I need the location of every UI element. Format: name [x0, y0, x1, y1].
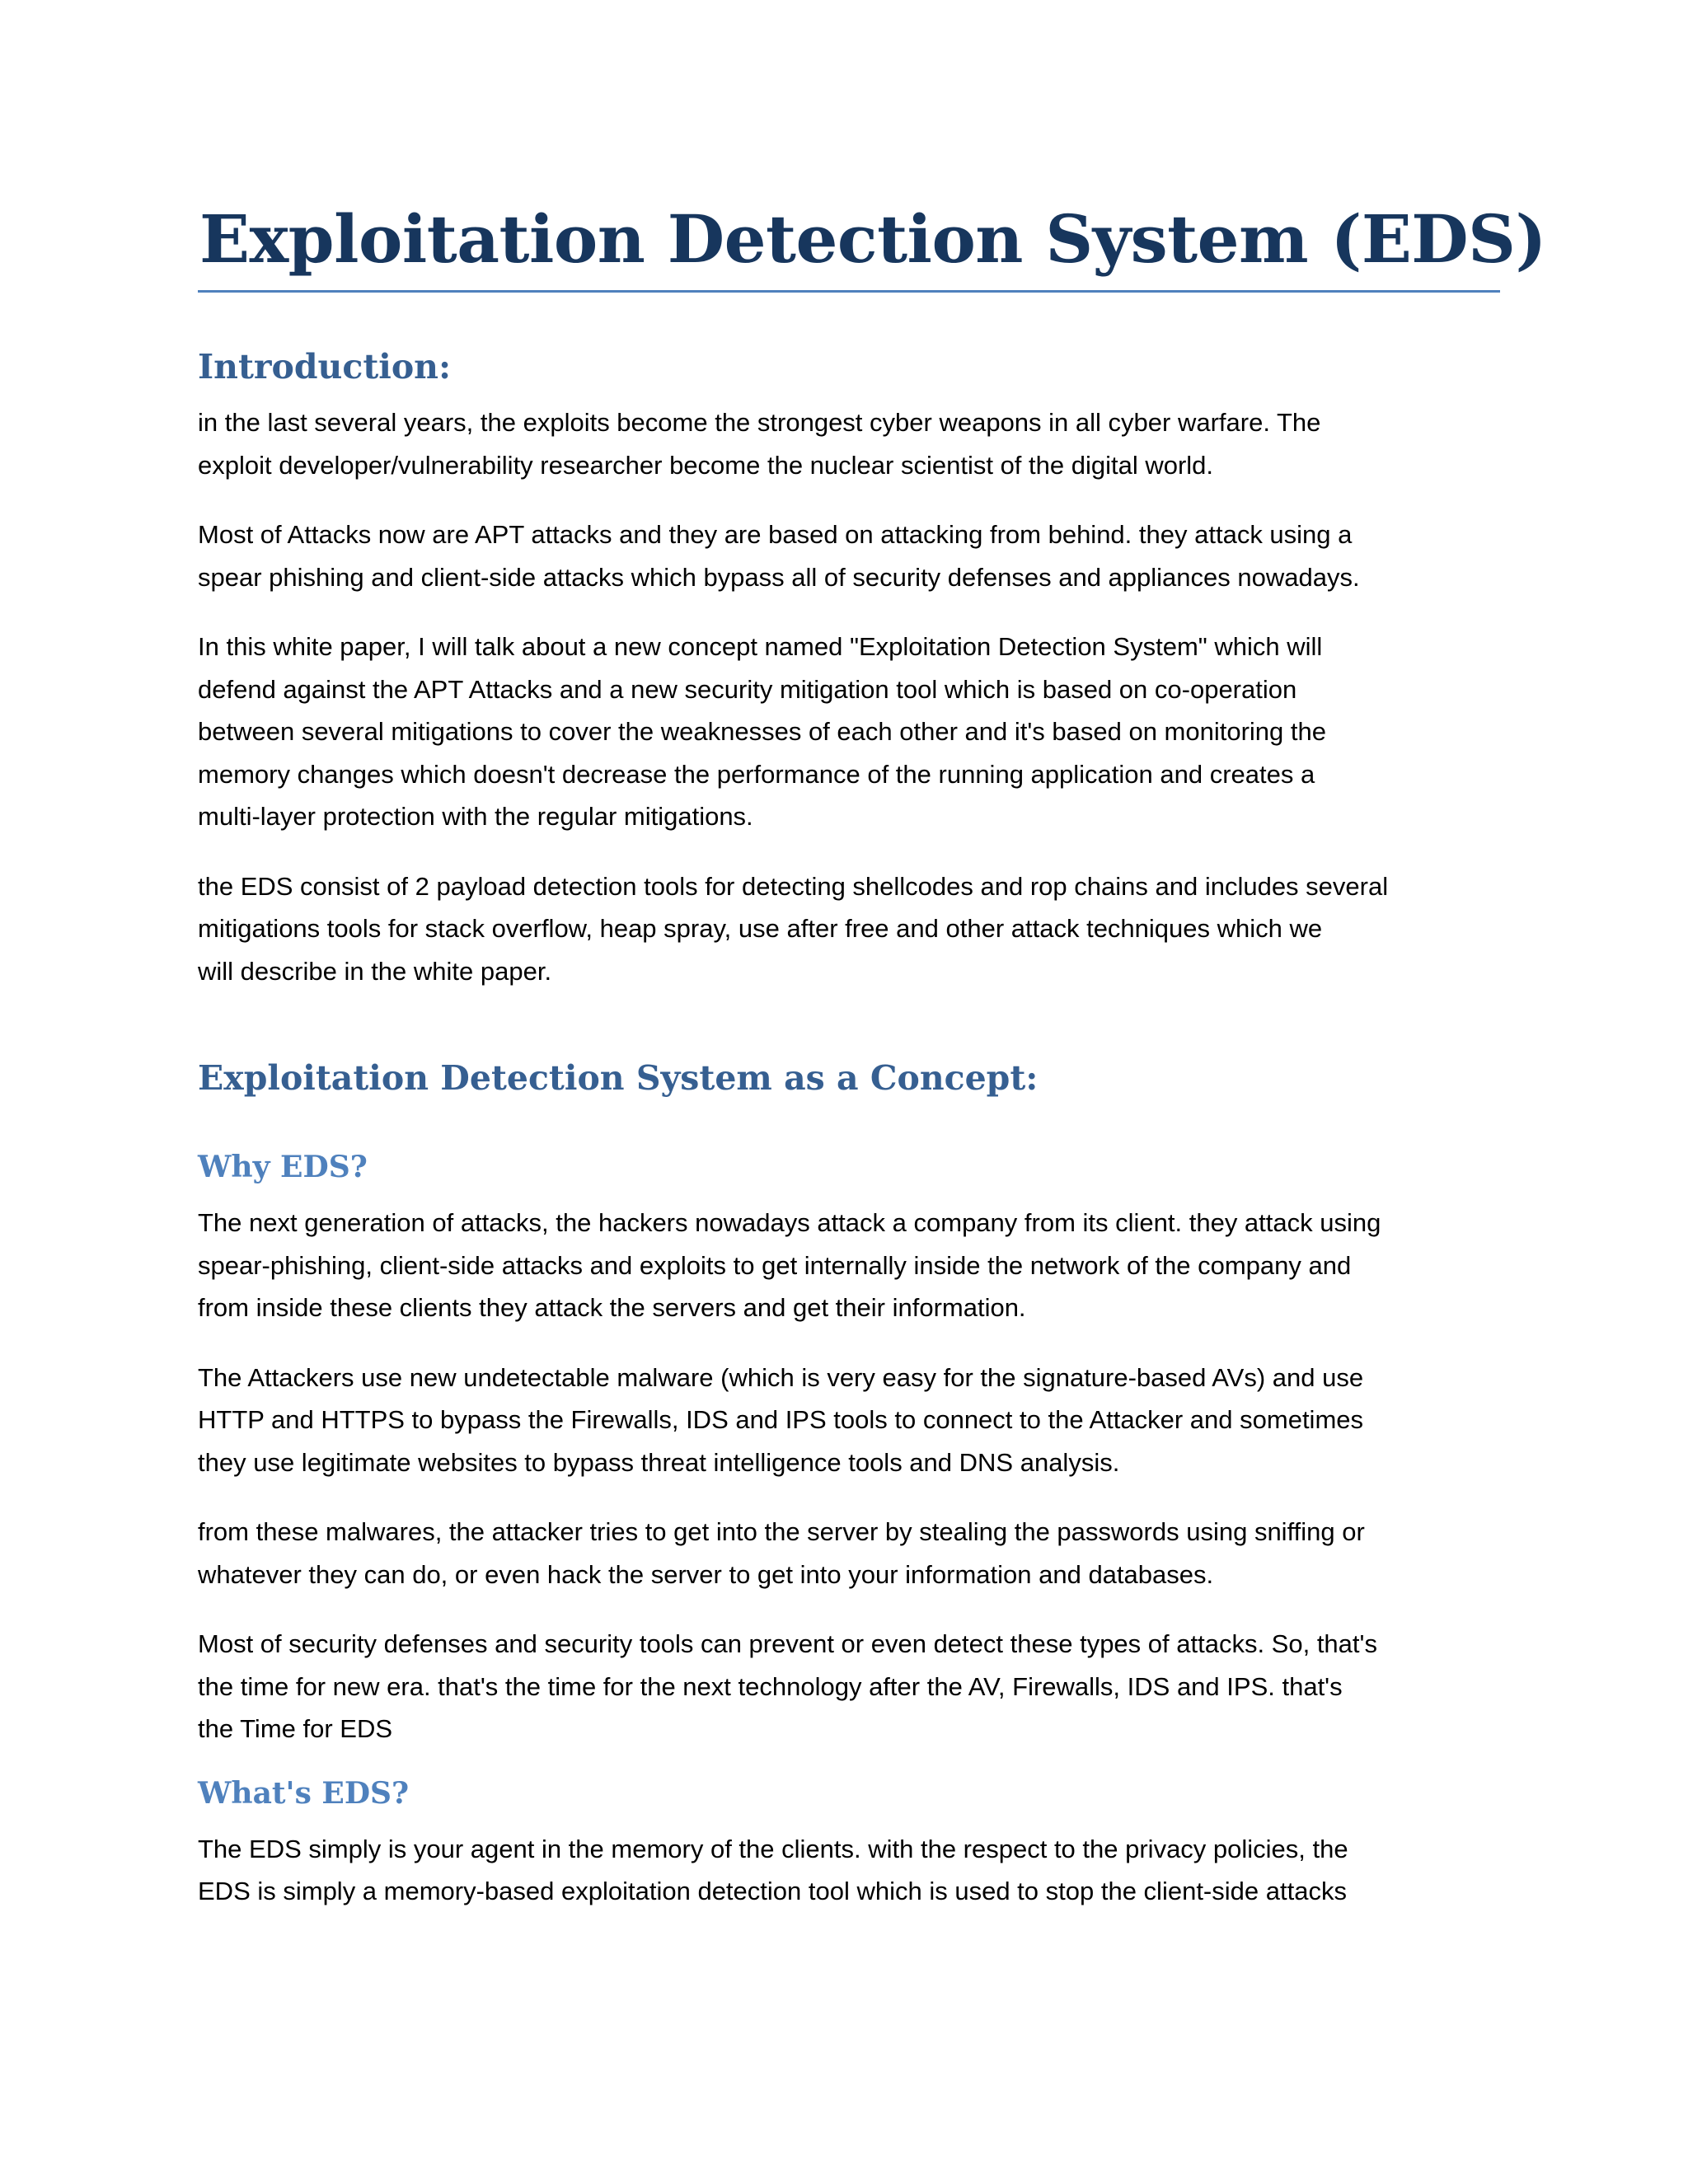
heading-whats-eds: What's EDS?: [198, 1775, 410, 1811]
text-line: mitigations tools for stack overflow, heap spray, use after free and other attack techniques which we: [198, 914, 1323, 943]
text-line: spear-phishing, client-side attacks and exploits to get internally inside the network of the company and: [198, 1250, 1352, 1280]
text-line: multi-layer protection with the regular mitigations.: [198, 802, 753, 831]
heading-introduction: Introduction:: [198, 347, 452, 387]
text-line: spear phishing and client-side attacks which bypass all of security defenses and appliances nowadays.: [198, 562, 1360, 592]
document-title: Exploitation Detection System (EDS): [198, 198, 1500, 293]
text-line: will describe in the white paper.: [198, 956, 552, 986]
text-line: from these malwares, the attacker tries to get into the server by stealing the passwords using sniffing or: [198, 1517, 1365, 1546]
text-line: EDS is simply a memory-based exploitation detection tool which is used to stop the client-side attacks: [198, 1877, 1347, 1905]
text-line: The Attackers use new undetectable malware (which is very easy for the signature-based AVs) and use: [198, 1362, 1364, 1392]
heading-concept: Exploitation Detection System as a Concept:: [198, 1058, 1039, 1098]
text-line: whatever they can do, or even hack the server to get into your information and databases.: [198, 1559, 1214, 1589]
intro-paragraph-4: [198, 865, 1500, 993]
document-body: [198, 198, 1546, 1913]
text-line: the time for new era. that's the time for the next technology after the AV, Firewalls, IDS and IPS. that's: [198, 1671, 1343, 1701]
text-line: Most of security defenses and security tools can prevent or even detect these types of attacks. So, that's: [198, 1629, 1377, 1658]
why-paragraph-3: [198, 1511, 1500, 1596]
intro-paragraph-1: [198, 401, 1500, 486]
text-line: The next generation of attacks, the hackers nowadays attack a company from its client. they attack using: [198, 1208, 1381, 1237]
heading-why-eds: Why EDS?: [198, 1150, 368, 1184]
text-line: in the last several years, the exploits become the strongest cyber weapons in all cyber warfare. The: [198, 408, 1321, 437]
text-line: memory changes which doesn't decrease the performance of the running application and creates a: [198, 759, 1315, 789]
text-line: between several mitigations to cover the weaknesses of each other and it's based on monitoring the: [198, 717, 1326, 746]
why-paragraph-1: [198, 1202, 1500, 1329]
text-line: HTTP and HTTPS to bypass the Firewalls, IDS and IPS tools to connect to the Attacker and sometimes: [198, 1405, 1364, 1434]
text-line: from inside these clients they attack the servers and get their information.: [198, 1293, 1026, 1322]
why-paragraph-4: [198, 1623, 1500, 1750]
text-line: Most of Attacks now are APT attacks and they are based on attacking from behind. they attack using a: [198, 520, 1353, 549]
text-line: defend against the APT Attacks and a new security mitigation tool which is based on co-operation: [198, 674, 1297, 704]
what-paragraph-1: [198, 1828, 1500, 1913]
text-line: exploit developer/vulnerability researcher become the nuclear scientist of the digital world.: [198, 450, 1214, 480]
intro-paragraph-2: [198, 513, 1500, 598]
why-paragraph-2: [198, 1357, 1500, 1484]
text-line: the Time for EDS: [198, 1714, 393, 1743]
text-line: the EDS consist of 2 payload detection tools for detecting shellcodes and rop chains and includes several: [198, 871, 1389, 901]
text-line: they use legitimate websites to bypass threat intelligence tools and DNS analysis.: [198, 1447, 1120, 1477]
text-line: The EDS simply is your agent in the memory of the clients. with the respect to the privacy policies, the: [198, 1834, 1348, 1863]
intro-paragraph-3: [198, 626, 1500, 838]
text-line: In this white paper, I will talk about a new concept named "Exploitation Detection System" which will: [198, 632, 1323, 661]
